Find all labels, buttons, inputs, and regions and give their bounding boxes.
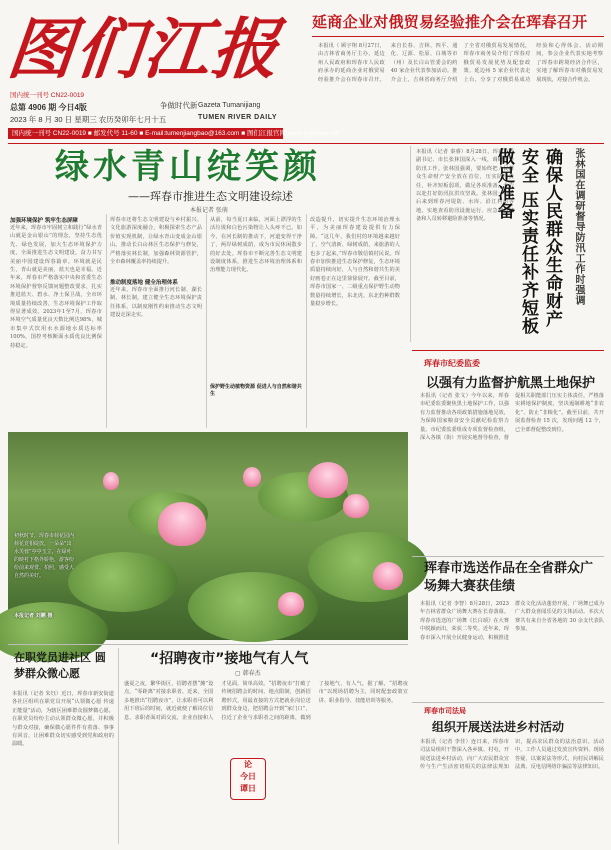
night-market-byline: ▢ 韩春杰 bbox=[235, 670, 261, 677]
english-name-1: Gazeta Tumanijiang bbox=[198, 102, 261, 109]
divider bbox=[8, 143, 604, 144]
top-story-body: 本报讯（ 顾宇翔 8月27日，由吉林省商务厅主办，延边州人民政府和珲春市人民政府承办的延商企业对俄贸易经验推介会在珲春市召开。来自长春、吉林、四平、通化、辽源、松原、白城等市（州）及长白山管委会的约 40 家企业代表参加活动。推介会上，吉林省商务厅介绍了全省对俄贸易发展情况，珲春市商务局介绍了珲春对俄贸易发展优势及配套政策。延边州 5 家企业代表走上台，分享了对俄贸易成功经验和心得体会。活动期间，参会企业代表实地考察了珲春市跨境经济合作区，实地了解珲春市对俄贸易发展现状，对接合作机会。 bbox=[318, 43, 603, 83]
column-rule bbox=[106, 214, 107, 428]
lotus-photo bbox=[8, 432, 408, 640]
lower-right-body: 本报讯（记者 李智）8月28日，2023年吉林省群众广场舞大赛在长春落幕。珲春市选送的广场舞《长白颂》在大赛中脱颖而出，荣获二等奖。近年来，珲春市深入开展全民健身运动，积极推进群众文化活动蓬勃开展，广场舞已成为广大群众喜闻乐见的文体活动。本次大赛共有来自全省各地的 30 余支代表队参加。 bbox=[420, 601, 604, 641]
legal-body: 本报讯（记者 李佳）连日来，珲春市司法局组织干警深入各乡镇、村屯，开展送法进乡村活动，向广大农民群众宣传与生产生活密切相关的法律法规知识，提高农民群众的法治意识。活动中，工作人员通过发放宣传资料、现场答疑、以案说法等形式，向村民讲解民法典、反电信网络诈骗法等法律知识。 bbox=[420, 739, 604, 771]
top-story-headline: 延商企业对俄贸易经验推介会在珲春召开 bbox=[312, 13, 588, 31]
divider bbox=[412, 702, 604, 703]
feature-col4-text: 改造提升，切实提升生态环境治理水平，为美丽珲春建设提供有力保障。“这几年，我们村的环境越来越好了，空气清新、绿树成荫，来旅游的人也多了起来。”珲春市敬信镇村民说。珲春市加快推进生态保护修复，生态环境质量持续向好，人与自然和谐共生的美好画卷正在这里徐徐展开。截至目前，珲春市国家一、二级重点保护野生动物数量持续增长，东北虎、东北豹种群数量稳步增长。 bbox=[310, 217, 400, 308]
column-rule bbox=[206, 214, 207, 428]
issue-number: 总第 4906 期 今日4版 bbox=[10, 103, 87, 112]
legal-headline: 组织开展送法进乡村活动 bbox=[432, 720, 565, 734]
mid-right-headline: 以强有力监督护航黑土地保护 bbox=[426, 376, 596, 391]
feature-col1-text: 近年来，珲春市牢固树立和践行“绿水青山就是金山银山”的理念，坚持生态优先、绿色发展，加大生态环境保护力度，全面推进生态文明建设，奋力书写美丽中国建设珲春篇章。环境就是民生，青山就是美丽，蓝天也是幸福。近年来，珲春市严格落实中央和省委生态环境保护督察反馈问题整改要求，扎实推进蓝天、碧水、净土保卫战，全市环境质量持续改善，生态环境保护工作取得显著成效。2023年1至7月，珲春市环境空气质量优良天数比例达98%，城市集中式饮用水水源地水质达标率100%，国控考核断面水质优良比例保持稳定。 bbox=[10, 225, 102, 349]
feature-subhead: ——珲春市推进生态文明建设综述 bbox=[128, 190, 293, 203]
feature-col2-heading: 推动制度落地 健全治理体系 bbox=[110, 280, 178, 286]
feature-byline: 本报记者 张萌 bbox=[190, 207, 228, 214]
lotus-flower bbox=[308, 462, 348, 498]
divider bbox=[412, 350, 604, 351]
feature-headline: 绿水青山绽笑颜 bbox=[55, 147, 321, 187]
sidebar-headline: 确保人民群众生命财产安全 压实责任补齐短板做足准备 bbox=[494, 148, 562, 335]
masthead-logo: 图们江报 bbox=[3, 10, 285, 88]
issue-date: 2023 年 8 月 30 日 星期三 农历癸卯年七月十五 bbox=[10, 115, 167, 124]
mid-right-body: 本报讯（记者 张文）今年以来，珲春市纪委监委聚焦黑土地保护工作，以强有力监督推动各项政策措施落地见效，为保障国家粮食安全贡献纪检监察力量。市纪委监委组成专项监督检查组，深入各镇（街）开展实地督导检查，督促相关职能部门压实主体责任，严格落实耕地保护制度，坚决遏制耕地“非农化”、防止“非粮化”。截至目前，共开展监督检查 15 次，发现问题 12 个，已全部督促整改到位。 bbox=[420, 393, 604, 442]
feature-col2-text: 珲春市还将生态文明建设与乡村振兴、文化旅游深度融合，积极探索生态产品价值实现机制，让绿水青山变成金山银山。推动长白山林区生态保护与修复，严格落实林长制，加强森林资源管护，全市森林覆盖率持续提升。 bbox=[110, 217, 202, 266]
divider bbox=[412, 556, 604, 557]
lotus-flower bbox=[373, 562, 403, 590]
feature-col3-text: 从前，每当夏日来临，河面上漂浮的生活垃圾和白色污染物让人头疼不已。如今，在河长制的推动下，河道变得干净了，两岸绿树成荫，成为市民休闲散步的好去处。珲春市不断完善生态文明建设制度体系，推进生态环境治理体系和治理能力现代化。 bbox=[210, 217, 302, 274]
cn-number: 国内统一刊号 CN22-0019 bbox=[10, 92, 85, 99]
english-name-2: TUMEN RIVER DAILY bbox=[198, 114, 278, 121]
commentary-stamp: 论 今日 谭日 bbox=[230, 758, 266, 800]
photo-caption: 初秋时节，珲春市荷花园内荷花竞相绽放，一朵朵“出水芙蓉”亭亭玉立，在绿叶的映衬下格外娇艳，游客纷纷前来观赏、拍照，感受大自然的美好。 bbox=[14, 533, 75, 579]
night-market-headline: “招聘夜市”接地气有人气 bbox=[150, 651, 309, 667]
divider bbox=[8, 644, 408, 645]
top-story-headline-box bbox=[312, 8, 604, 37]
feature-col3-heading: 保护野生动植物资源 促进人与自然和谐共生 bbox=[210, 384, 302, 397]
motto: 争做时代新 bbox=[160, 101, 198, 110]
feature-col1-heading: 加强环境保护 筑牢生态屏障 bbox=[10, 218, 78, 224]
sidebar-body: 本报讯（记者 秦睿）8月28日，珲春市委副书记、市长张林国深入一线，调研督导防汛工作。张林国强调，要始终把人民群众生命财产安全放在首位，压实防汛责任，补齐短板弱项，做足各项准备，全力以赴打好防汛抗洪攻坚战。张林国一行先后来到珲春河堤防、水库、沿江村屯等地，实地查看防汛设施运行、应急物资储备和人员转移避险准备等情况。 bbox=[416, 149, 514, 223]
lotus-flower bbox=[158, 502, 206, 546]
feature-col2b-text: 近年来，珲春市全面推行河长制、湖长制、林长制，建立健全生态环境保护责任体系，以制度刚性约束推动生态文明建设走深走实。 bbox=[110, 287, 202, 319]
lotus-flower bbox=[103, 472, 119, 490]
mid-right-kicker: 珲春市纪委监委 bbox=[424, 359, 480, 368]
community-headline: 在职党员进社区 圆梦群众微心愿 bbox=[14, 651, 106, 680]
community-body: 本报讯（记者 朱钰）近日，珲春市新安街道各社区组织在职党员开展“认领微心愿 传递正能量”活动，为辖区困难群众圆梦微心愿。在职党员纷纷主动认领群众微心愿，并积极与群众对接，确保微心愿件件有着落、事事有回音，让困难群众切实感受到党和政府的温暖。 bbox=[12, 691, 114, 748]
lower-right-headline: 珲春市选送作品在全省群众广场舞大赛获佳绩 bbox=[424, 561, 594, 594]
column-rule bbox=[410, 146, 411, 342]
column-rule bbox=[306, 214, 307, 428]
legal-kicker: 珲春市司法局 bbox=[424, 707, 466, 715]
photo-credit: 本报记者 刘鹏 摄 bbox=[14, 613, 53, 619]
lotus-flower bbox=[278, 592, 304, 616]
night-market-body: 盛夏之夜，繁华街区，招聘者摆“摊”设点，“零距离”对接求职者。近来，全国多地推出“招聘夜市”，让求职者可以利用下班后的时间，就近就便了解岗位信息，求职者面对面交流，企业直接和人才见面，简单高效。“招聘夜市”打破了传统招聘会的时间、地点限制，创新招聘形式，用最直接的方式把就业岗位送到群众身边，把招聘会开到“家门口”，拉近了企业与求职者之间的距离，做到了接地气、有人气。据了解，“招聘夜市”以现场招聘为主，同时配套政策宣讲、职业指导、技能培训等服务。 bbox=[124, 681, 408, 721]
lotus-flower bbox=[343, 494, 369, 518]
feature-columns bbox=[8, 214, 400, 428]
sidebar-kicker: 张林国在调研督导防汛工作时强调 bbox=[573, 148, 584, 306]
column-rule bbox=[118, 648, 119, 844]
lotus-flower bbox=[243, 467, 261, 487]
masthead-info-bar: 国内统一刊号 CN22-0019 ■ 邮发代号 11-60 ■ E-mail:tumenjiangbao@163.com ■ 图们江报官网 www.tmjrwww.net bbox=[8, 128, 283, 139]
